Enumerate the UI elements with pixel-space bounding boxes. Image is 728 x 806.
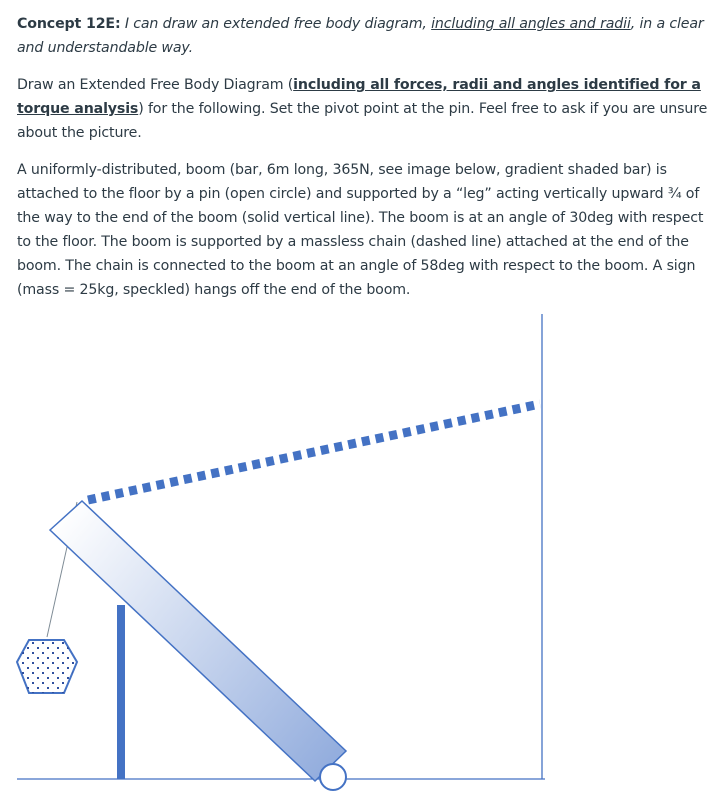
chain-dashed-line bbox=[88, 404, 540, 500]
pin-circle bbox=[320, 764, 346, 790]
concept-text-b: , in a clear and understandable way. bbox=[17, 16, 704, 56]
problem-content bbox=[17, 12, 721, 315]
boom-diagram bbox=[0, 300, 728, 806]
instructions-paragraph bbox=[17, 73, 721, 145]
concept-text-a: I can draw an extended free body diagram, bbox=[120, 16, 432, 32]
instructions-text-b: ) for the following. Set the pivot point at the pin. Feel free to ask if you are unsure about the picture. bbox=[17, 101, 708, 141]
support-leg bbox=[117, 605, 125, 779]
instructions-text-a: Draw an Extended Free Body Diagram ( bbox=[17, 77, 294, 93]
instructions-bold-text: including all forces, radii and angles identified for a torque analysis bbox=[17, 77, 701, 117]
concept-text-link: including all angles and radii bbox=[431, 16, 631, 32]
concept-label: Concept 12E: bbox=[17, 16, 121, 32]
problem-paragraph: A uniformly-distributed, boom (bar, 6m long, 365N, see image below, gradient shaded bar) is attached to the floor by a pin (open circle) and supported by a “leg” acting vertically upward ¾ of the way to the end of the boom (solid vertical line). The boom is at an angle of 30deg with respect to the floor. The boom is supported by a massless chain (dashed line) attached at the end of the boom. The chain is connected to the boom at an angle of 58deg with respect to the boom. A sign (mass = 25kg, speckled) hangs off the end of the boom. bbox=[17, 162, 704, 298]
concept-paragraph bbox=[17, 12, 721, 60]
boom-bar bbox=[50, 501, 346, 781]
